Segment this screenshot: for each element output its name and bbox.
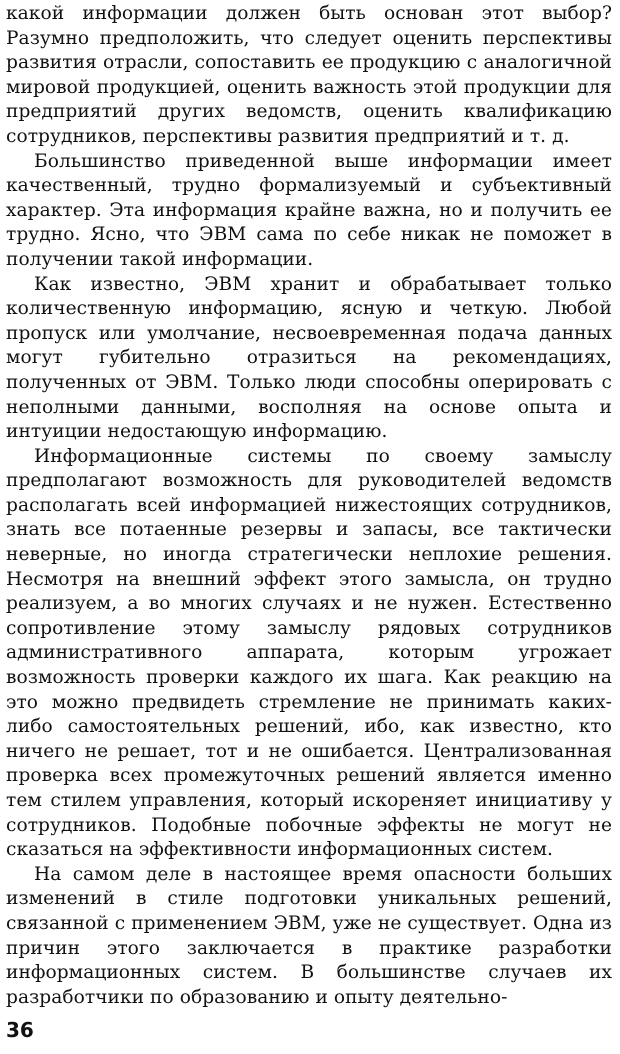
body-text <box>6 2 612 1010</box>
paragraph: На самом деле в настоящее время опасности больших изменений в стиле подготовки уникальных решений, связанной с применением ЭВМ, уже не существует. Одна из причин этого заключается в практике разработки информационных систем. В большинстве случаев их разработчики по образованию и опыту деятельно- <box>6 863 612 1008</box>
page-number: 36 <box>6 1018 34 1042</box>
paragraph: Информационные системы по своему замыслу предполагают возможность для руководителей ведомств располагать всей информацией нижестоящих сотрудников, знать все потаенные резервы и запасы, все тактически неверные, но иногда стратегически неплохие решения. Несмотря на внешний эффект этого замысла, он трудно реализуем, а во многих случаях и не нужен. Естественно сопротивление этому замыслу рядовых сотрудников административного аппарата, которым угрожает возможность проверки каждого их шага. Как реакцию на это можно предвидеть стремление не принимать каких-либо самостоятельных решений, ибо, как известно, кто ничего не решает, тот и не ошибается. Централизованная проверка всех промежуточных решений является именно тем стилем управления, который искореняет инициативу у сотрудников. Подобные побочные эффекты не могут не сказаться на эффективности информационных систем. <box>6 445 612 861</box>
paragraph: Как известно, ЭВМ хранит и обрабатывает только количественную информацию, ясную и четкую. Любой пропуск или умолчание, несвоевременная подача данных могут губительно отразиться на рекомендациях, полученных от ЭВМ. Только люди способны оперировать с неполными данными, восполняя на основе опыта и интуиции недостающую информацию. <box>6 273 612 443</box>
paragraph: Большинство приведенной выше информации имеет качественный, трудно формализуемый и субъективный характер. Эта информация крайне важна, но и получить ее трудно. Ясно, что ЭВМ сама по себе никак не поможет в получении такой информации. <box>6 150 612 270</box>
paragraph-continued: какой информации должен быть основан этот выбор? Разумно предположить, что следует оценить перспективы развития отрасли, сопоставить ее продукцию с аналогичной мировой продукцией, оценить важность этой продукции для предприятий других ведомств, оценить квалификацию сотрудников, перспективы развития предприятий и т. д. <box>6 3 612 147</box>
